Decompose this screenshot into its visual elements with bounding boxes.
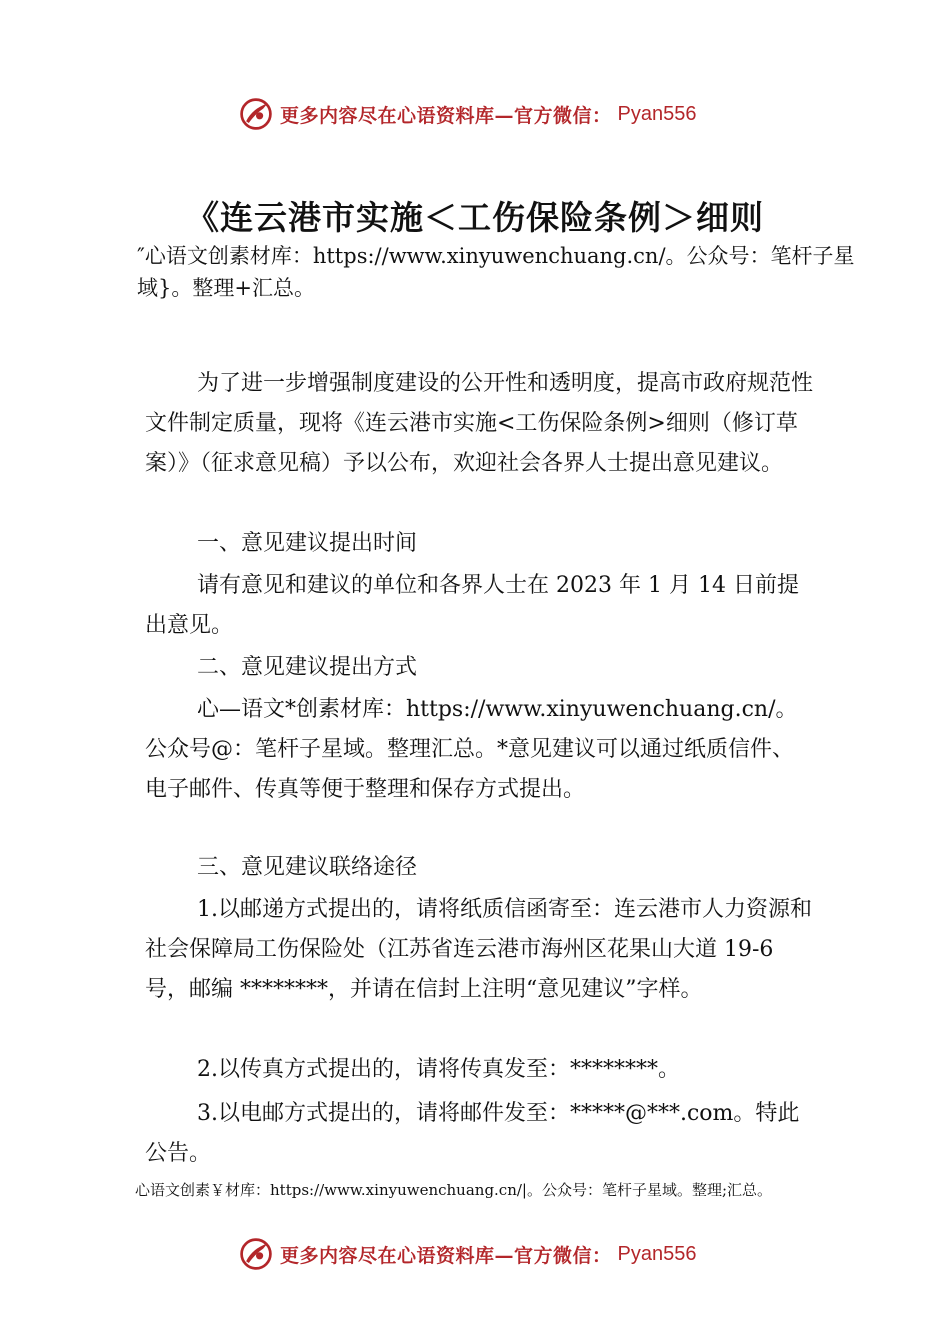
section-heading-method [145,648,813,688]
section-heading-contact-text: 三、意见建议联络途径 [197,855,418,880]
footer-banner [238,1234,696,1274]
section-heading-contact [145,848,813,888]
banner-wechat-id: Pyan556 [617,1242,697,1265]
contact-item-fax [145,1050,813,1090]
intro-paragraph [145,364,813,484]
source-note: ″心语文创素材库：https://www.xinyuwenchuang.cn/。公众号：笔杆子星域}。整理+汇总。 [137,244,855,300]
method-paragraph-text: 心—语文*创素材库：https://www.xinyuwenchuang.cn/。公众号@：笔杆子星域。整理汇总。*意见建议可以通过纸质信件、电子邮件、传真等便于整理和保存方式提出。 [145,697,798,802]
banner-text: 更多内容尽在心语资料库—官方微信： [280,104,612,127]
brush-logo-icon [238,96,274,132]
banner-wechat-id: Pyan556 [617,102,697,125]
banner-text: 更多内容尽在心语资料库—官方微信： [280,1244,612,1267]
section-heading-time-text: 一、意见建议提出时间 [197,531,418,556]
contact-item-email [145,1094,813,1174]
brush-logo-icon [238,1236,274,1272]
header-banner [238,94,696,134]
section-heading-time [145,524,813,564]
contact-item-fax-text: 2.以传真方式提出的，请将传真发至：********。 [197,1057,680,1082]
document-title: 《连云港市实施＜工伤保险条例＞细则 [186,198,764,237]
time-paragraph [145,566,813,646]
intro-paragraph-text: 为了进一步增强制度建设的公开性和透明度，提高市政府规范性文件制定质量，现将《连云港市实施<工伤保险条例>细则（修订草案）》（征求意见稿）予以公布，欢迎社会各界人士提出意见建议。 [145,371,814,476]
contact-item-mail [145,890,813,1010]
contact-item-email-text: 3.以电邮方式提出的，请将邮件发至：*****@***.com。特此公告。 [145,1101,800,1166]
contact-item-mail-text: 1.以邮递方式提出的，请将纸质信函寄至：连云港市人力资源和社会保障局工伤保险处（江苏省连云港市海州区花果山大道 19-6 号，邮编 ********，并请在信封上注明“意见建议”字样。 [145,897,812,1002]
section-heading-method-text: 二、意见建议提出方式 [197,655,418,680]
time-paragraph-text: 请有意见和建议的单位和各界人士在 2023 年 1 月 14 日前提出意见。 [145,573,799,638]
footer-note: 心语文创素￥材库：https://www.xinyuwenchuang.cn/|。公众号：笔杆子星域。整理;汇总。 [135,1181,773,1199]
method-paragraph [145,690,813,810]
